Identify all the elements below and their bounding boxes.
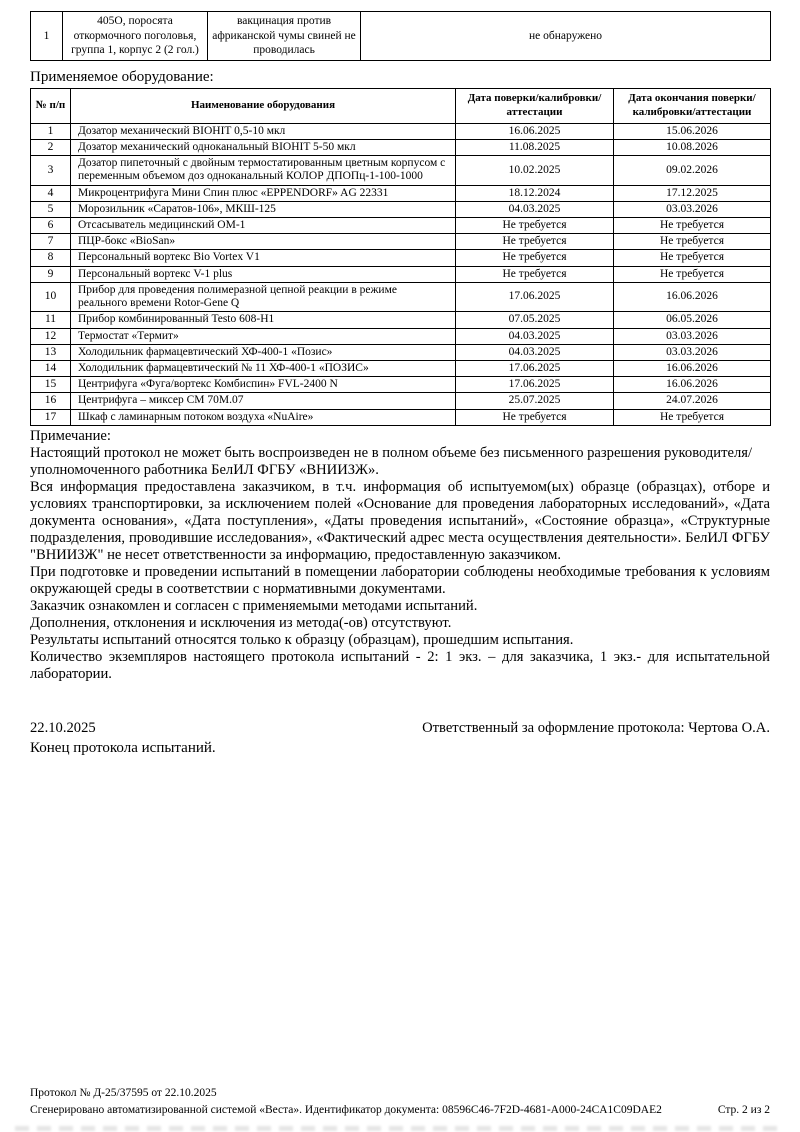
equipment-name: Термостат «Термит» [71, 328, 456, 344]
equipment-name: Микроцентрифуга Мини Спин плюс «EPPENDORF» AG 22331 [71, 185, 456, 201]
verification-date: 04.03.2025 [456, 201, 614, 217]
equipment-row [31, 156, 771, 185]
equipment-row-number: 13 [31, 344, 71, 360]
equipment-row-number: 10 [31, 282, 71, 311]
equipment-row [31, 123, 771, 139]
verification-end-date: Не требуется [614, 409, 771, 425]
equipment-row-number: 14 [31, 360, 71, 376]
verification-date: 07.05.2025 [456, 312, 614, 328]
footer-page-number: Стр. 2 из 2 [717, 1103, 770, 1116]
protocol-date: 22.10.2025 [30, 719, 96, 736]
verification-end-date: 03.03.2026 [614, 328, 771, 344]
verification-end-date: 16.06.2026 [614, 360, 771, 376]
verification-date: 04.03.2025 [456, 344, 614, 360]
equipment-row [31, 217, 771, 233]
note-paragraph: Результаты испытаний относятся только к образцу (образцам), прошедшим испытания. [30, 631, 574, 648]
sample-row [31, 12, 771, 61]
equipment-row [31, 312, 771, 328]
verification-date: Не требуется [456, 409, 614, 425]
equipment-row-number: 5 [31, 201, 71, 217]
footer-protocol-number: Протокол № Д-25/37595 от 22.10.2025 [30, 1087, 217, 1099]
equipment-row [31, 360, 771, 376]
notes-heading: Примечание: [30, 427, 111, 444]
sample-test-result: не обнаружено [361, 12, 771, 61]
equipment-table [30, 88, 771, 426]
verification-end-date: Не требуется [614, 266, 771, 282]
equipment-row [31, 266, 771, 282]
equipment-name: Персональный вортекс Bio Vortex V1 [71, 250, 456, 266]
equipment-row-number: 6 [31, 217, 71, 233]
verification-end-date: 16.06.2026 [614, 377, 771, 393]
equipment-row [31, 234, 771, 250]
verification-date: 17.06.2025 [456, 282, 614, 311]
column-header-verification-end-date: Дата окончания поверки/калибровки/аттестации [614, 89, 771, 124]
equipment-name: Дозатор механический BIOHIT 0,5-10 мкл [71, 123, 456, 139]
equipment-row-number: 11 [31, 312, 71, 328]
verification-end-date: 24.07.2026 [614, 393, 771, 409]
equipment-row-number: 12 [31, 328, 71, 344]
equipment-row-number: 17 [31, 409, 71, 425]
verification-end-date: 15.06.2026 [614, 123, 771, 139]
verification-date: 16.06.2025 [456, 123, 614, 139]
scan-artifact [15, 1126, 785, 1131]
verification-end-date: 06.05.2026 [614, 312, 771, 328]
verification-date: Не требуется [456, 234, 614, 250]
note-paragraph: При подготовке и проведении испытаний в помещении лаборатории соблюдены необходимые требования к условиям окружающей среды в соответствии с нормативными документами. [30, 563, 770, 597]
equipment-row-number: 16 [31, 393, 71, 409]
footer-generated-info: Сгенерировано автоматизированной системой «Веста». Идентификатор документа: 08596C46-7F2D-4681-A000-24CA1C09DAE2 [30, 1103, 662, 1116]
equipment-row [31, 328, 771, 344]
sample-vaccination-info: вакцинация против африканской чумы свиней не проводилась [208, 12, 361, 61]
equipment-table-header [31, 89, 771, 124]
equipment-name: Центрифуга – миксер СМ 70М.07 [71, 393, 456, 409]
note-paragraph: Количество экземпляров настоящего протокола испытаний - 2: 1 экз. – для заказчика, 1 экз.- для испытательной лаборатории. [30, 648, 770, 682]
verification-end-date: 10.08.2026 [614, 139, 771, 155]
equipment-row [31, 185, 771, 201]
verification-end-date: Не требуется [614, 234, 771, 250]
equipment-name: Прибор для проведения полимеразной цепной реакции в режиме реального времени Rotor-Gene Q [71, 282, 456, 311]
verification-end-date: Не требуется [614, 250, 771, 266]
equipment-row-number: 8 [31, 250, 71, 266]
verification-end-date: 17.12.2025 [614, 185, 771, 201]
equipment-name: Дозатор механический одноканальный BIOHIT 5-50 мкл [71, 139, 456, 155]
equipment-name: Холодильник фармацевтический ХФ-400-1 «Позис» [71, 344, 456, 360]
column-header-name: Наименование оборудования [71, 89, 456, 124]
equipment-row-number: 4 [31, 185, 71, 201]
sample-description: 405О, поросята откормочного поголовья, группа 1, корпус 2 (2 гол.) [63, 12, 208, 61]
equipment-row [31, 377, 771, 393]
verification-date: Не требуется [456, 266, 614, 282]
equipment-name: Дозатор пипеточный с двойным термостатированным цветным корпусом с переменным объемом доз одноканальный КОЛОР ДПОПц-1-100-1000 [71, 156, 456, 185]
verification-date: 11.08.2025 [456, 139, 614, 155]
signature-row [30, 720, 770, 737]
page-footer [30, 1085, 770, 1118]
column-header-number: № п/п [31, 89, 71, 124]
end-of-protocol-text: Конец протокола испытаний. [30, 739, 216, 756]
equipment-name: ПЦР-бокс «BioSan» [71, 234, 456, 250]
verification-date: 17.06.2025 [456, 360, 614, 376]
equipment-heading: Применяемое оборудование: [30, 69, 214, 86]
verification-date: 04.03.2025 [456, 328, 614, 344]
column-header-verification-date: Дата поверки/калибровки/аттестации [456, 89, 614, 124]
verification-end-date: Не требуется [614, 217, 771, 233]
note-paragraph: Вся информация предоставлена заказчиком, в т.ч. информация об испытуемом(ых) образце (образцах), отборе и условиях транспортировки, за исключением полей «Основание для проведения лабораторных исследований», «Дата документа основания», «Дата поступления», «Даты проведения испытаний», «Состояние образца», «Структурные подразделения, проводившие исследования», «Фактический адрес места осуществления деятельности». БелИЛ ФГБУ "ВНИИЗЖ" не несет ответственности за информацию, предоставленную заказчиком. [30, 478, 770, 563]
equipment-row [31, 409, 771, 425]
equipment-name: Персональный вортекс V-1 plus [71, 266, 456, 282]
responsible-person: Ответственный за оформление протокола: Чертова О.А. [422, 719, 770, 736]
verification-date: Не требуется [456, 217, 614, 233]
note-paragraph: Настоящий протокол не может быть воспроизведен не в полном объеме без письменного разрешения руководителя/уполномоченного работника БелИЛ ФГБУ «ВНИИЗЖ». [30, 444, 753, 478]
sample-row-number: 1 [31, 12, 63, 61]
equipment-row [31, 250, 771, 266]
equipment-row-number: 3 [31, 156, 71, 185]
sample-results-table [30, 11, 771, 61]
equipment-row-number: 15 [31, 377, 71, 393]
equipment-row [31, 201, 771, 217]
note-paragraph: Заказчик ознакомлен и согласен с применяемыми методами испытаний. [30, 597, 478, 614]
verification-date: 17.06.2025 [456, 377, 614, 393]
equipment-row [31, 139, 771, 155]
verification-end-date: 03.03.2026 [614, 201, 771, 217]
notes-section [30, 428, 770, 683]
equipment-row [31, 393, 771, 409]
equipment-row-number: 9 [31, 266, 71, 282]
equipment-name: Центрифуга «Фуга/вортекс Комбиспин» FVL-2400 N [71, 377, 456, 393]
verification-date: 25.07.2025 [456, 393, 614, 409]
verification-date: 18.12.2024 [456, 185, 614, 201]
equipment-row [31, 344, 771, 360]
equipment-row-number: 2 [31, 139, 71, 155]
verification-end-date: 16.06.2026 [614, 282, 771, 311]
note-paragraph: Дополнения, отклонения и исключения из метода(-ов) отсутствуют. [30, 614, 452, 631]
equipment-name: Прибор комбинированный Testo 608-H1 [71, 312, 456, 328]
equipment-row-number: 7 [31, 234, 71, 250]
equipment-row [31, 282, 771, 311]
equipment-name: Шкаф с ламинарным потоком воздуха «NuAire» [71, 409, 456, 425]
equipment-row-number: 1 [31, 123, 71, 139]
equipment-name: Морозильник «Саратов-106», МКШ-125 [71, 201, 456, 217]
verification-date: 10.02.2025 [456, 156, 614, 185]
equipment-name: Холодильник фармацевтический № 11 ХФ-400-1 «ПОЗИС» [71, 360, 456, 376]
verification-end-date: 03.03.2026 [614, 344, 771, 360]
verification-end-date: 09.02.2026 [614, 156, 771, 185]
verification-date: Не требуется [456, 250, 614, 266]
equipment-name: Отсасыватель медицинский ОМ-1 [71, 217, 456, 233]
